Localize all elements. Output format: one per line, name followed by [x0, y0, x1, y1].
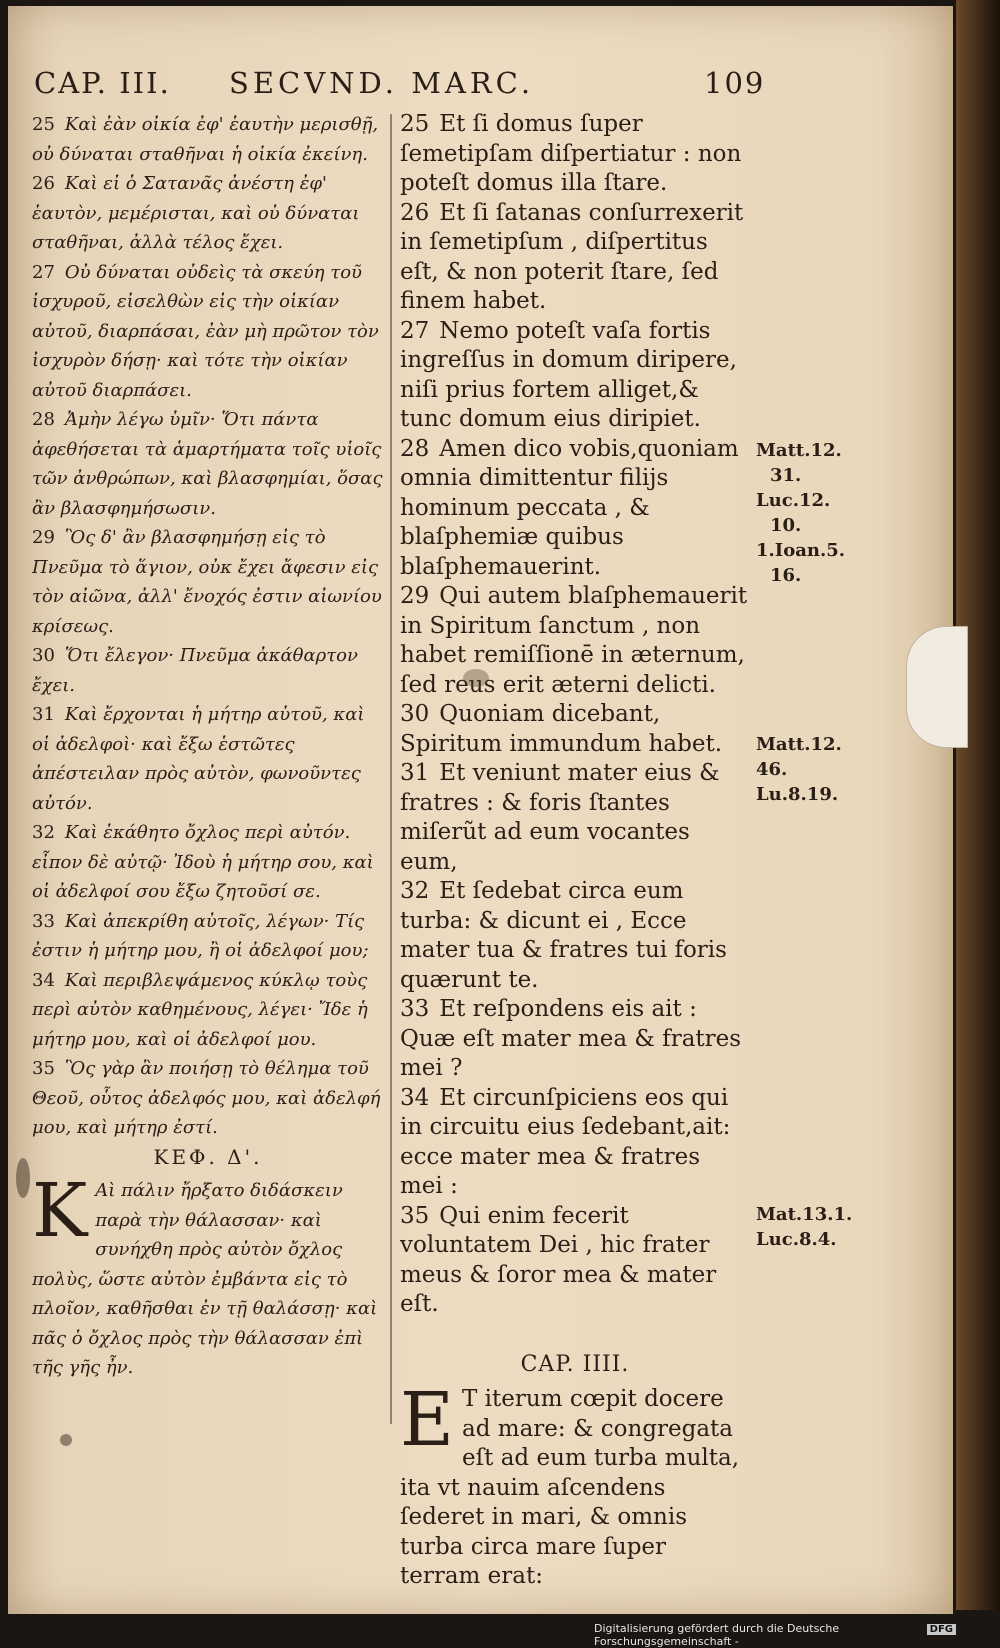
verse-number: 33 — [400, 996, 430, 1022]
verse — [400, 700, 750, 759]
verse-number: 35 — [400, 1202, 430, 1229]
verse-text: Nemo poteſt vaſa fortis ingreſſus in domum diripere, niſi prius fortem alliget,& tunc domum eius diripiet. — [400, 317, 737, 432]
verse — [400, 110, 750, 199]
verse — [32, 169, 384, 258]
margin-note-line: 10. — [770, 515, 802, 536]
dfg-logo: DFG — [927, 1624, 956, 1635]
verse-number: 34 — [32, 969, 55, 991]
footer-text: Digitalisierung gefördert durch die Deutsche Forschungsgemeinschaft - — [594, 1622, 840, 1648]
verse-text: Καὶ περιβλεψάμενος κύκλῳ τοὺς περὶ αὐτὸν καθημένους, λέγει· Ἴδε ἡ μήτηρ μου, καὶ οἱ ἀδελφοί μου. — [32, 969, 368, 1050]
margin-note-line: Luc.12. — [756, 490, 831, 511]
verse-text: Ὃς δ' ἂν βλασφημήσῃ εἰς τὸ Πνεῦμα τὸ ἅγιον, οὐκ ἔχει ἄφεσιν εἰς τὸν αἰῶνα, ἀλλ' ἔνοχός ἐστιν αἰωνίου κρίσεως. — [32, 527, 382, 637]
running-header — [34, 66, 764, 106]
verse — [32, 700, 384, 818]
verse — [32, 907, 384, 966]
verse — [32, 258, 384, 406]
margin-note-line: Matt.12. — [756, 440, 842, 461]
margin-note-line: 1.Ioan.5. — [756, 540, 846, 561]
drop-cap: Κ — [32, 1168, 88, 1254]
verse-number: 29 — [400, 583, 430, 609]
header-chapter: CAP. III. — [34, 66, 171, 100]
column-divider — [390, 114, 392, 1424]
verse-number: 30 — [32, 645, 55, 666]
verse-number: 33 — [32, 910, 55, 932]
verse-text: Καὶ ἐκάθητο ὄχλος περὶ αὐτόν. εἶπον δὲ αὐτῷ· Ἰδοὺ ἡ μήτηρ σου, καὶ οἱ ἀδελφοί σου ἔξω ζητοῦσί σε. — [32, 822, 374, 902]
latin-column — [400, 110, 750, 1592]
verse-number: 35 — [32, 1058, 55, 1079]
verse — [400, 759, 750, 877]
verse-text: Et ſedebat circa eum turba: & dicunt ei , Ecce mater tua & fratres tui foris quærunt te. — [400, 878, 727, 993]
verse — [400, 199, 750, 317]
verse-number: 25 — [400, 111, 430, 137]
stain-spot — [463, 669, 489, 687]
verse — [400, 435, 750, 583]
book-edge — [956, 0, 1000, 1610]
verse-text: Qui autem blaſphemauerit in Spiritum ſanctum , non habet remiſſionē in æternum, ſed reus erit æterni delicti. — [400, 583, 748, 698]
verse-number: 26 — [400, 199, 430, 226]
verse — [32, 966, 384, 1055]
ink-stain — [16, 1158, 30, 1198]
chapter-opening-text: Αὶ πάλιν ἤρξατο διδάσκειν παρὰ τὴν θάλασσαν· καὶ συνήχθη πρὸς αὐτὸν ὄχλος πολὺς, ὥστε αὐτὸν ἐμβάντα εἰς τὸ πλοῖον, καθῆσθαι ἐν τῇ θαλάσσῃ· καὶ πᾶς ὁ ὄχλος πρὸς τὴν θάλασσαν ἐπὶ τῆς γῆς ἦν. — [32, 1180, 378, 1378]
verse-text: Et circunſpiciens eos qui in circuitu eius ſedebant,ait: ecce mater mea & fratres mei : — [400, 1084, 731, 1199]
verse-text: Et ſi domus ſuper ſemetipſam diſpertiatur : non poteſt domus illa ſtare. — [400, 111, 742, 196]
chapter-title: ΚΕΦ. Δ'. — [153, 1144, 263, 1169]
verse-number: 29 — [32, 527, 55, 548]
verse-number: 25 — [32, 114, 55, 135]
verse-text: Ὅτι ἔλεγον· Πνεῦμα ἀκάθαρτον ἔχει. — [32, 645, 358, 696]
chapter-title: CAP. IIII. — [520, 1351, 630, 1377]
verse — [400, 1084, 750, 1202]
verse-number: 30 — [400, 701, 430, 727]
verse — [32, 1054, 384, 1143]
greek-column — [32, 110, 384, 1383]
verse-text: Καὶ ἀπεκρίθη αὐτοῖς, λέγων· Τίς ἐστιν ἡ μήτηρ μου, ἢ οἱ ἀδελφοί μου; — [32, 910, 369, 961]
verse-text: Καὶ ἔρχονται ἡ μήτηρ αὐτοῦ, καὶ οἱ ἀδελφοὶ· καὶ ἔξω ἑστῶτες ἀπέστειλαν πρὸς αὐτὸν, φωνοῦντες αὐτόν. — [32, 704, 365, 814]
verse — [32, 818, 384, 907]
verse-number: 34 — [400, 1084, 430, 1111]
verse — [32, 110, 384, 169]
verse-number: 31 — [400, 760, 430, 786]
verse — [400, 1202, 750, 1320]
footer-credit — [594, 1622, 956, 1648]
verse-text: Ἀμὴν λέγω ὑμῖν· Ὅτι πάντα ἀφεθήσεται τὰ ἁμαρτήματα τοῖς υἱοῖς τῶν ἀνθρώπων, καὶ βλασφημίαι, ὅσας ἂν βλασφημήσωσιν. — [32, 409, 383, 519]
chapter-opening — [32, 1168, 384, 1383]
verse — [400, 877, 750, 995]
verse-number: 31 — [32, 704, 55, 725]
verse-text: Ὃς γὰρ ἂν ποιήσῃ τὸ θέλημα τοῦ Θεοῦ, οὗτος ἀδελφός μου, καὶ ἀδελφή μου, καὶ μήτηρ ἐστί. — [32, 1058, 381, 1138]
verse-number: 26 — [32, 173, 55, 194]
margin-note-3 — [756, 1202, 856, 1252]
drop-cap: E — [400, 1377, 455, 1463]
page-clip — [906, 626, 968, 748]
page-number: 109 — [704, 66, 766, 100]
verse-text: Καὶ εἰ ὁ Σατανᾶς ἀνέστη ἐφ' ἑαυτὸν, μεμέρισται, καὶ οὐ δύναται σταθῆναι, ἀλλὰ τέλος ἔχει. — [32, 173, 360, 253]
margin-note-1 — [756, 438, 856, 588]
margin-note-line: Luc.8.4. — [756, 1229, 837, 1250]
chapter-opening-text: T iterum cœpit docere ad mare: & congregata eſt ad eum turba multa, ita vt nauim aſcendens ſederet in mari, & omnis turba circa mare ſuper terram erat: — [400, 1386, 740, 1589]
chapter-opening — [400, 1377, 750, 1592]
verse-text: Καὶ ἐὰν οἰκία ἐφ' ἑαυτὴν μερισθῇ, οὐ δύναται σταθῆναι ἡ οἰκία ἐκείνη. — [32, 114, 379, 165]
verse — [32, 523, 384, 641]
verse — [400, 995, 750, 1084]
margin-note-line: 31. — [770, 465, 802, 486]
margin-note-2 — [756, 732, 856, 807]
verse-number: 28 — [400, 435, 430, 462]
verse-text: Et veniunt mater eius & fratres : & foris ſtantes miſerũt ad eum vocantes eum, — [400, 760, 720, 875]
verse-text: Οὐ δύναται οὐδεὶς τὰ σκεύη τοῦ ἰσχυροῦ, εἰσελθὼν εἰς τὴν οἰκίαν αὐτοῦ, διαρπάσαι, ἐὰν μὴ πρῶτον τὸν ἰσχυρὸν δήσῃ· καὶ τότε τὴν οἰκίαν αὐτοῦ διαρπάσει. — [32, 261, 379, 401]
verse — [400, 582, 750, 700]
verse-text: Quoniam dicebant, Spiritum immundum habet. — [400, 701, 723, 757]
margin-note-line: Lu.8.19. — [756, 784, 839, 805]
verse-text: Amen dico vobis,quoniam omnia dimittentur filijs hominum peccata , & blaſphemiæ quibus blaſphemauerint. — [400, 435, 739, 580]
verse — [32, 641, 384, 700]
verse-text: Et ſi ſatanas conſurrexerit in ſemetipſum , diſpertitus eſt, & non poterit ſtare, ſed finem habet. — [400, 199, 744, 314]
verse — [400, 317, 750, 435]
book-page — [8, 6, 953, 1614]
margin-note-line: 46. — [756, 759, 788, 780]
verse-number: 32 — [32, 822, 55, 843]
verse-text: Et reſpondens eis ait : Quæ eſt mater mea & fratres mei ? — [400, 996, 742, 1081]
margin-note-line: Mat.13.1. — [756, 1204, 853, 1225]
header-title: SECVND. MARC. — [229, 66, 535, 100]
margin-note-line: Matt.12. — [756, 734, 842, 755]
verse-number: 32 — [400, 878, 430, 904]
verse-number: 28 — [32, 409, 55, 430]
verse-number: 27 — [400, 317, 430, 344]
margin-note-line: 16. — [770, 565, 802, 586]
verse-text: Qui enim fecerit voluntatem Dei , hic frater meus & ſoror mea & mater eſt. — [400, 1202, 717, 1317]
verse — [32, 405, 384, 523]
ink-spot — [60, 1434, 72, 1446]
verse-number: 27 — [32, 261, 55, 283]
